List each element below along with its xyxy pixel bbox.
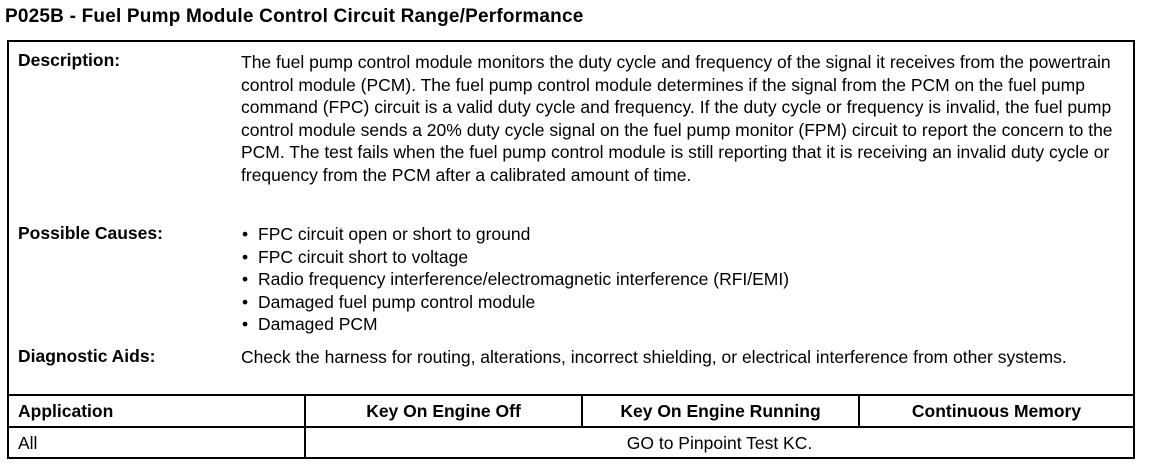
diagnostic-aids-paragraph: Check the harness for routing, alterations, incorrect shielding, or electrical interference from other systems. [241, 347, 1067, 367]
bullet-icon: • [242, 269, 249, 289]
header-application: Application [18, 400, 114, 421]
table-header-row [9, 396, 1133, 426]
dtc-info-box [7, 40, 1135, 459]
diagnostic-aids-label: Diagnostic Aids: [18, 346, 156, 366]
list-item: • Radio frequency interference/electromagnetic interference (RFI/EMI) [242, 269, 790, 289]
cell-application: All [18, 432, 38, 453]
application-table [9, 394, 1133, 458]
bullet-icon: • [242, 246, 249, 267]
cell-action: GO to Pinpoint Test KC. [304, 428, 1133, 458]
table-row [9, 426, 1133, 458]
list-item: • FPC circuit open or short to ground [242, 224, 531, 244]
list-item: • FPC circuit short to voltage [242, 246, 469, 267]
possible-causes-label: Possible Causes: [18, 223, 163, 243]
description-paragraph: The fuel pump control module monitors the duty cycle and frequency of the signal it receives from the powertrain control module (PCM). The fuel pump control module determines if the signal from the PCM on the fuel pump command (FPC) circuit is a valid duty cycle and frequency. If the duty cycle or frequency is invalid, the fuel pump control module sends a 20% duty cycle signal on the fuel pump monitor (FPM) circuit to report the concern to the PCM. The test fails when the fuel pump control module is still reporting that it is receiving an invalid duty cycle or frequency from the PCM after a calibrated amount of time. [241, 52, 1113, 185]
bullet-icon: • [242, 291, 249, 312]
diagnostic-aids-text [241, 346, 1111, 369]
page-title: P025B - Fuel Pump Module Control Circuit Range/Performance [5, 6, 584, 27]
possible-causes-list [241, 223, 1129, 336]
header-koeo: Key On Engine Off [304, 396, 581, 426]
description-label: Description: [18, 50, 121, 70]
possible-causes-list-wrap [241, 223, 1129, 336]
list-item: • Damaged fuel pump control module [242, 291, 536, 312]
description-text [241, 51, 1129, 186]
list-item: • Damaged PCM [242, 314, 378, 334]
header-continuous-memory: Continuous Memory [858, 396, 1133, 426]
bullet-icon: • [242, 224, 249, 244]
header-koer: Key On Engine Running [581, 396, 858, 426]
bullet-icon: • [242, 314, 249, 334]
